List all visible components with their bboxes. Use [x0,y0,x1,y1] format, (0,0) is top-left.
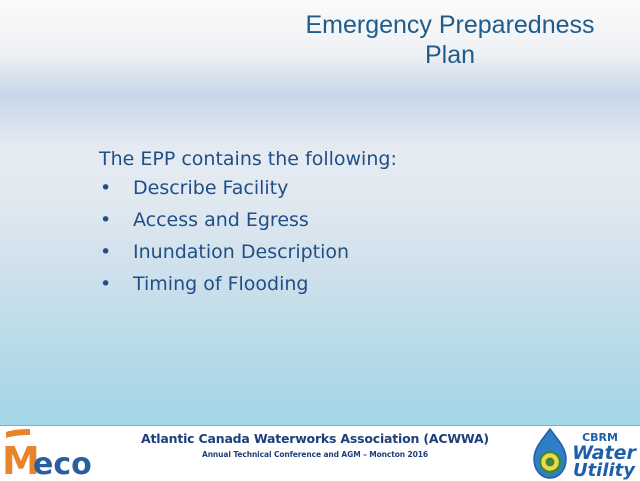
meco-logo-initial: M [2,439,40,481]
bullet-item [99,239,397,271]
bullet-text: Access and Egress [133,209,309,231]
slide-title [270,10,630,70]
bullet-text: Describe Facility [133,177,289,199]
cbrm-logo-line1: CBRM [582,431,618,444]
bullet-icon: • [100,177,112,199]
bullet-icon: • [100,209,112,231]
intro-text: The EPP contains the following: [99,148,397,170]
bullet-text: Inundation Description [133,241,350,263]
slide-title-line1: Emergency Preparedness [305,11,595,39]
slide-title-line2: Plan [424,41,476,69]
organization-name: Atlantic Canada Waterworks Association (ACWWA) [141,431,489,446]
cbrm-logo-line3: Utility [572,460,636,481]
meco-logo-text: eco [33,447,92,481]
cbrm-logo-line2: Water [572,442,636,464]
meco-logo [0,426,92,481]
bullet-item [99,271,397,303]
footer-bar [0,425,640,481]
slide-body [99,146,397,303]
footer-text [100,431,530,463]
bullet-list [99,175,397,303]
conference-name: Annual Technical Conference and AGM – Moncton 2016 [201,450,428,459]
bullet-item [99,175,397,207]
bullet-icon: • [100,273,112,295]
cbrm-water-utility-logo [528,426,640,481]
bullet-text: Timing of Flooding [133,273,309,295]
bullet-icon: • [100,241,112,263]
bullet-item [99,207,397,239]
